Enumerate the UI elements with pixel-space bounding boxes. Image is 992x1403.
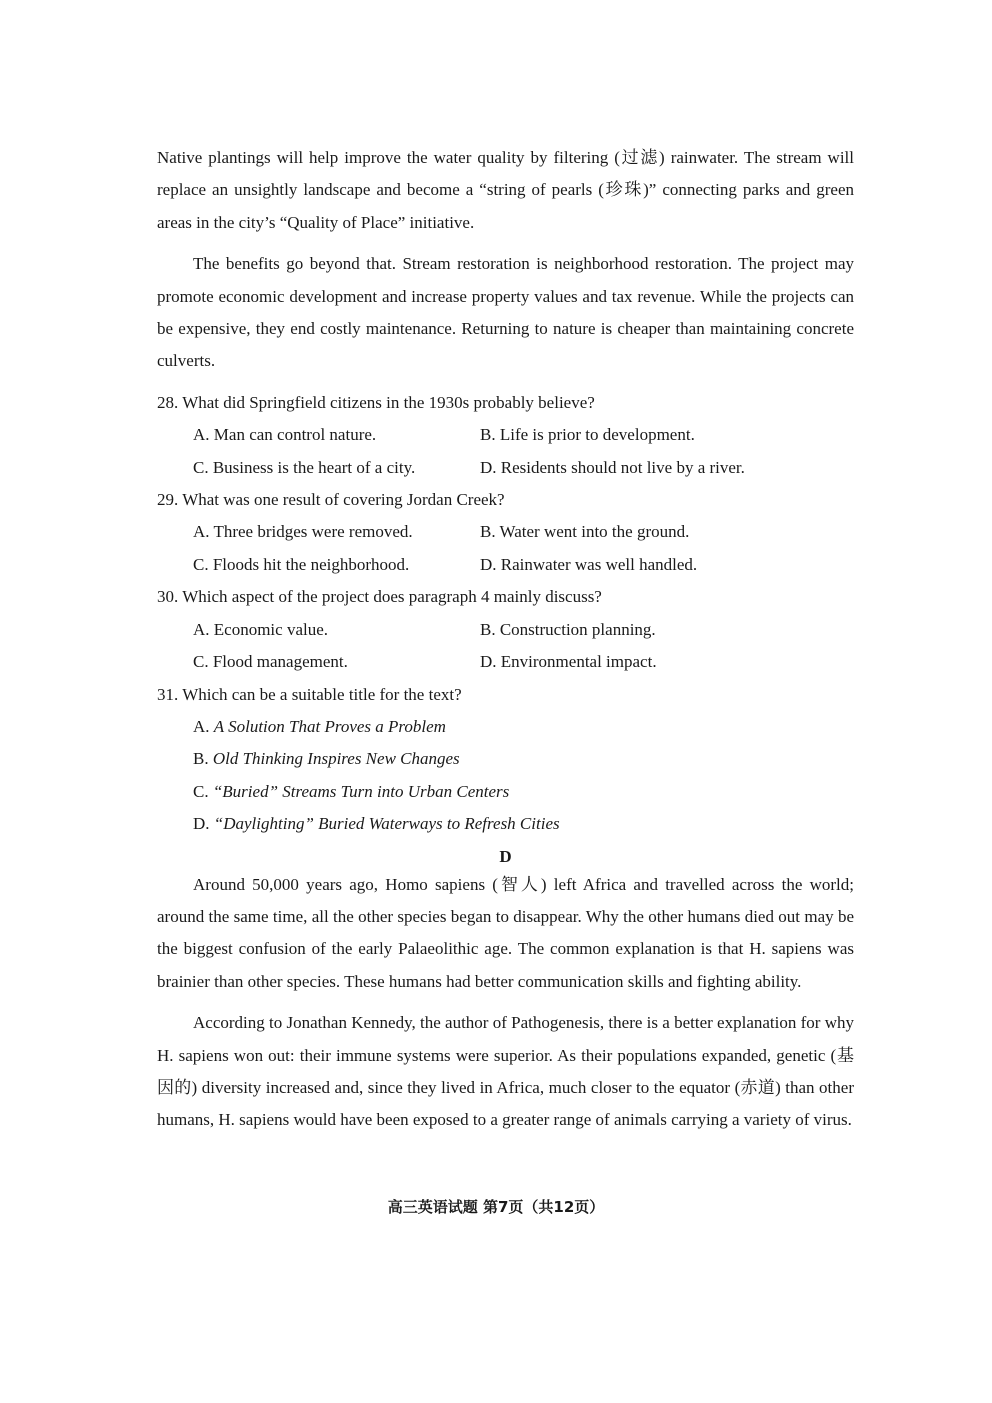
option-c: C. Flood management. bbox=[193, 652, 348, 672]
question-stem: 29. What was one result of covering Jordan Creek? bbox=[157, 490, 505, 510]
option-d: D. Rainwater was well handled. bbox=[480, 554, 698, 574]
question-stem: 30. Which aspect of the project does paragraph 4 mainly discuss? bbox=[157, 587, 602, 607]
paragraph-homo-sapiens: Around 50,000 years ago, Homo sapiens (智人) left Africa and travelled across the world; around the same time, all the other species began to disappear. Why the other humans died out may be the biggest confusion of the early Palaeolithic age. The common explanation is that H. sapiens was brainier than other species. These humans had better communication skills and fighting ability. bbox=[157, 874, 854, 991]
section-heading: D bbox=[499, 846, 512, 866]
question-stem: 31. Which can be a suitable title for the text? bbox=[157, 684, 462, 704]
option-b bbox=[157, 743, 854, 775]
option-row bbox=[157, 452, 854, 484]
option-d bbox=[157, 808, 854, 840]
option-d: D. Environmental impact. bbox=[480, 652, 657, 672]
question-31 bbox=[157, 679, 854, 841]
option-title: “Buried” Streams Turn into Urban Centers bbox=[212, 781, 510, 801]
option-a: A. Man can control nature. bbox=[193, 425, 377, 445]
option-letter: D. bbox=[193, 814, 214, 834]
option-d: D. Residents should not live by a river. bbox=[480, 457, 745, 477]
option-row bbox=[157, 646, 854, 678]
option-letter: A. bbox=[193, 716, 214, 736]
option-c bbox=[157, 776, 854, 808]
option-a bbox=[157, 711, 854, 743]
option-a: A. Three bridges were removed. bbox=[193, 522, 413, 542]
question-stem: 28. What did Springfield citizens in the 1930s probably believe? bbox=[157, 392, 595, 412]
question-30 bbox=[157, 581, 854, 678]
option-letter: C. bbox=[193, 781, 213, 801]
option-title: “Daylighting” Buried Waterways to Refresh Cities bbox=[213, 814, 560, 834]
option-c: C. Floods hit the neighborhood. bbox=[193, 554, 410, 574]
option-letter: B. bbox=[193, 749, 213, 769]
option-b: B. Life is prior to development. bbox=[480, 425, 695, 445]
exam-page bbox=[157, 142, 854, 1146]
option-title: Old Thinking Inspires New Changes bbox=[212, 749, 460, 769]
option-row bbox=[157, 614, 854, 646]
paragraph-benefits: The benefits go beyond that. Stream restoration is neighborhood restoration. The project may promote economic development and increase property values and tax revenue. While the projects can be expensive, they end costly maintenance. Returning to nature is cheaper than maintaining concrete culverts. bbox=[157, 254, 854, 371]
paragraph-native-plantings: Native plantings will help improve the water quality by filtering (过滤) rainwater. The stream will replace an unsightly landscape and become a “string of pearls (珍珠)” connecting parks and green areas in the city’s “Quality of Place” initiative. bbox=[157, 148, 854, 232]
option-row bbox=[157, 419, 854, 451]
paragraph-kennedy: According to Jonathan Kennedy, the author of Pathogenesis, there is a better explanation for why H. sapiens won out: their immune systems were superior. As their populations expanded, genetic (基因的) diversity increased and, since they lived in Africa, much closer to the equator (赤道) than other humans, H. sapiens would have been exposed to a greater range of animals carrying a variety of virus. bbox=[157, 1013, 854, 1130]
option-a: A. Economic value. bbox=[193, 619, 329, 639]
page-footer: 高三英语试题 第7页（共12页） bbox=[387, 1198, 605, 1216]
option-b: B. Construction planning. bbox=[480, 619, 656, 639]
option-title: A Solution That Proves a Problem bbox=[213, 716, 446, 736]
option-row bbox=[157, 549, 854, 581]
option-row bbox=[157, 516, 854, 548]
question-29 bbox=[157, 484, 854, 581]
question-28 bbox=[157, 387, 854, 484]
option-b: B. Water went into the ground. bbox=[480, 522, 690, 542]
option-c: C. Business is the heart of a city. bbox=[193, 457, 416, 477]
